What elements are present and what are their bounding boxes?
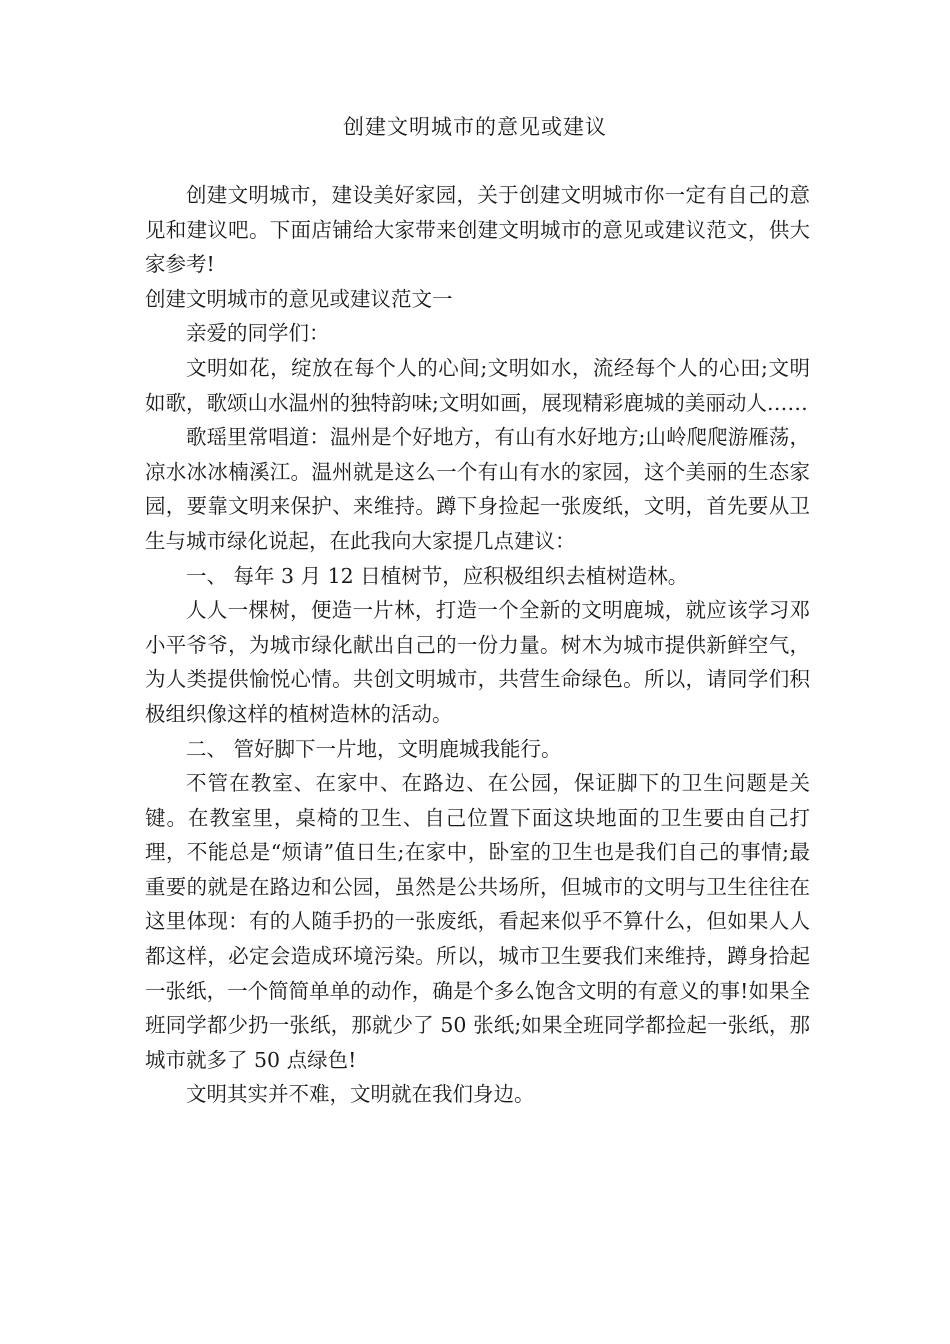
paragraph-closing: 文明其实并不难，文明就在我们身边。 xyxy=(186,1082,535,1107)
paragraph-intro: 创建文明城市，建设美好家园，关于创建文明城市你一定有自己的意见和建议吧。下面店铺给大家带来创建文明城市的意见或建议范文，供大家参考! xyxy=(145,183,810,277)
paragraph-civility: 文明如花，绽放在每个人的心间;文明如水，流经每个人的心田;文明如歌，歌颂山水温州的独特韵味;文明如画，展现精彩鹿城的美丽动人…… xyxy=(145,355,810,415)
suggestion-one-heading: 一、 每年 3 月 12 日植树节，应积极组织去植树造林。 xyxy=(186,563,689,588)
paragraph-hygiene: 不管在教室、在家中、在路边、在公园，保证脚下的卫生问题是关键。在教室里，桌椅的卫生、自己位置下面这块地面的卫生要由自己打理，不能总是“烦请”值日生;在家中，卧室的卫生也是我们自己的事情;最重要的就是在路边和公园，虽然是公共场所，但城市的文明与卫生往往在这里体现：有的人随手扔的一张废纸，看起来似乎不算什么，但如果人人都这样，必定会造成环境污染。所以，城市卫生要我们来维持，蹲身拾起一张纸，一个简简单单的动作，确是个多么饱含文明的有意义的事!如果全班同学都少扔一张纸，那就少了 50 张纸;如果全班同学都捡起一张纸，那城市就多了 50 点绿色! xyxy=(145,771,810,1072)
salutation: 亲爱的同学们： xyxy=(186,321,330,346)
suggestion-two-heading: 二、 管好脚下一片地，文明鹿城我能行。 xyxy=(186,736,562,761)
document-body xyxy=(145,178,810,1112)
paragraph-song: 歌瑶里常唱道：温州是个好地方，有山有水好地方;山岭爬爬游雁荡，凉水冰冰楠溪江。温州就是这么一个有山有水的家园，这个美丽的生态家园，要靠文明来保护、来维持。蹲下身捡起一张废纸，文明，首先要从卫生与城市绿化说起，在此我向大家提几点建议： xyxy=(145,425,810,553)
paragraph-tree-planting: 人人一棵树，便造一片林，打造一个全新的文明鹿城，就应该学习邓小平爷爷，为城市绿化献出自己的一份力量。树木为城市提供新鲜空气，为人类提供愉悦心情。共创文明城市，共营生命绿色。所以，请同学们积极组织像这样的植树造林的活动。 xyxy=(145,598,810,726)
document-title: 创建文明城市的意见或建议 xyxy=(343,115,607,139)
section-heading: 创建文明城市的意见或建议范文一 xyxy=(145,286,453,311)
